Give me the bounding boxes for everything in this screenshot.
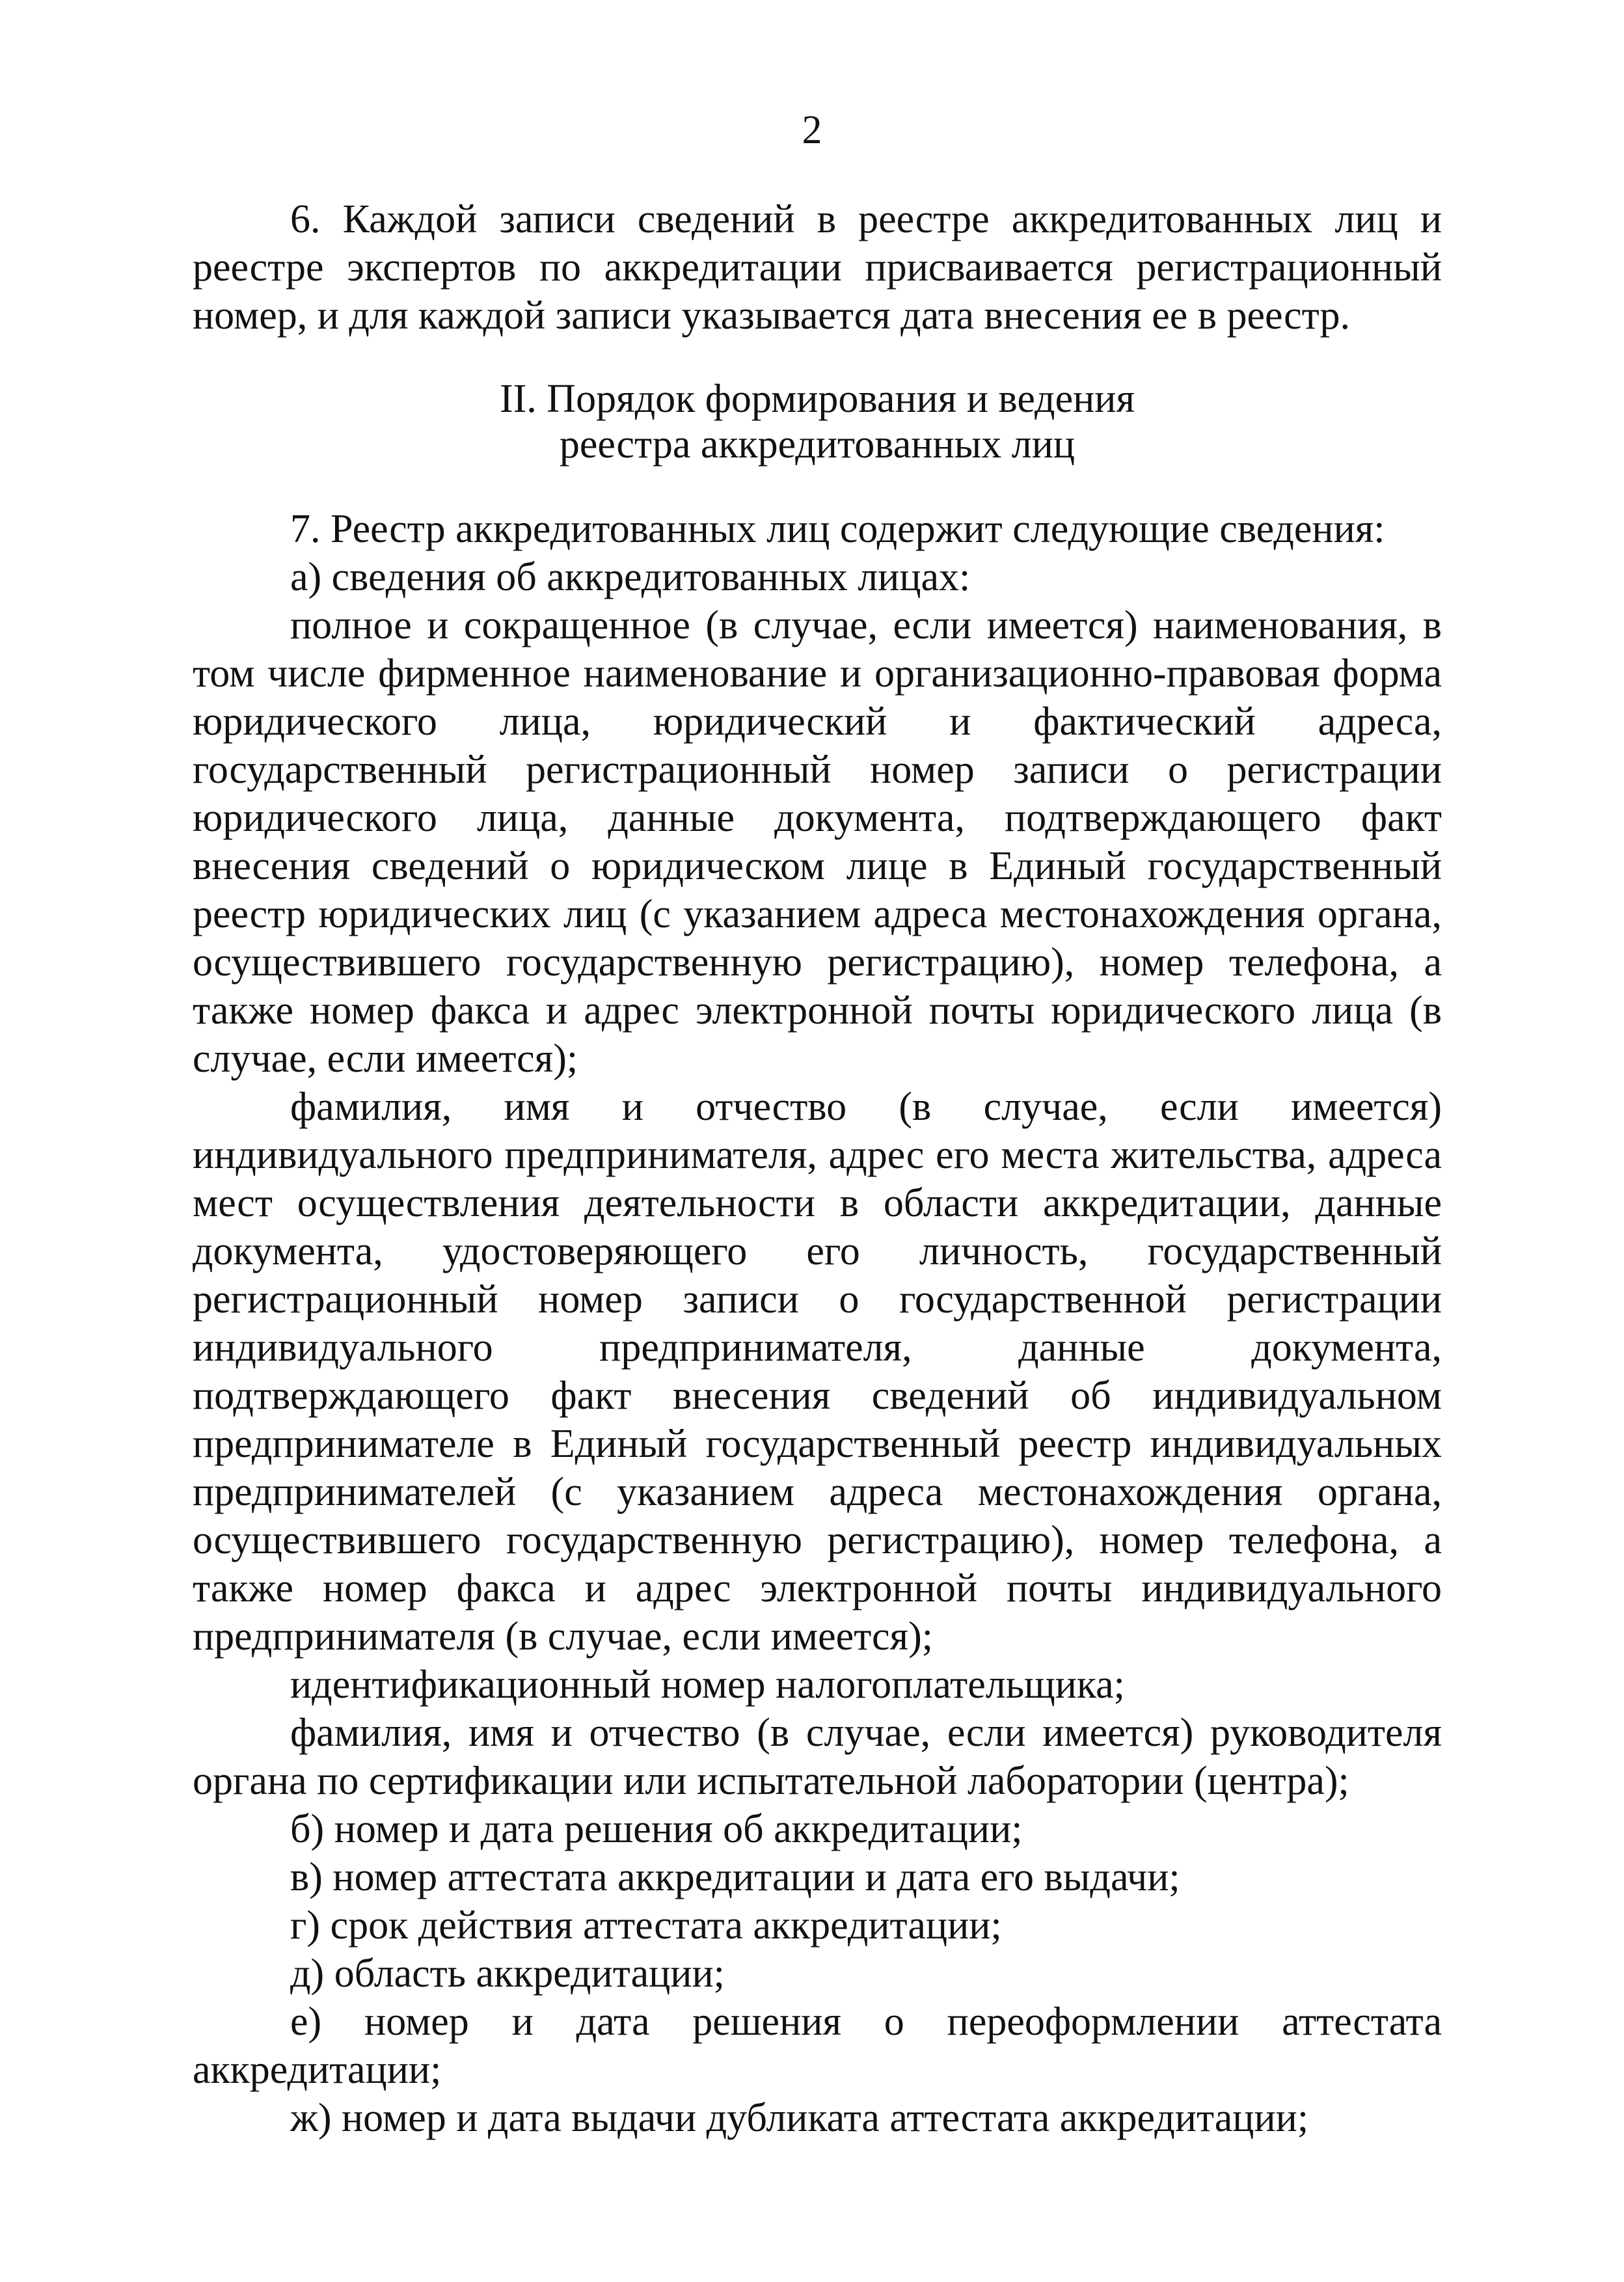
list-item-a: а) сведения об аккредитованных лицах:: [290, 555, 971, 599]
document-body: [193, 195, 1442, 2142]
paragraph-7: 7. Реестр аккредитованных лиц содержит следующие сведения:: [290, 507, 1385, 551]
paragraph-taxpayer-id: идентификационный номер налогоплательщика;: [290, 1663, 1125, 1707]
page-number: 2: [802, 108, 822, 152]
list-item-v: в) номер аттестата аккредитации и дата его выдачи;: [290, 1855, 1180, 1899]
paragraph-legal-entity-info: полное и сокращенное (в случае, если имеется) наименования, в том числе фирменное наименование и организационно-правовая форма юридического лица, юридический и фактический адреса, государственный регистрационный номер записи о регистрации юридического лица, данные документа, подтверждающего факт внесения сведений о юридическом лице в Единый государственный реестр юридических лиц (с указанием адреса местонахождения органа, осуществившего государственную регистрацию), номер телефона, а также номер факса и адрес электронной почты юридического лица (в случае, если имеется);: [193, 603, 1442, 1081]
paragraph-6: 6. Каждой записи сведений в реестре аккредитованных лиц и реестре экспертов по аккредитации присваивается регистрационный номер, и для каждой записи указывается дата внесения ее в реестр.: [193, 197, 1442, 338]
list-item-b: б) номер и дата решения об аккредитации;: [290, 1807, 1023, 1851]
paragraph-head-name: фамилия, имя и отчество (в случае, если имеется) руководителя органа по сертификации или испытательной лаборатории (центра);: [193, 1711, 1442, 1803]
list-item-e: е) номер и дата решения о переоформлении аттестата аккредитации;: [193, 2000, 1442, 2092]
list-item-d: д) область аккредитации;: [290, 1951, 725, 1996]
section-heading: [193, 376, 1442, 467]
list-item-zh: ж) номер и дата выдачи дубликата аттестата аккредитации;: [290, 2096, 1309, 2140]
section-heading-line-1: II. Порядок формирования и ведения: [500, 377, 1135, 421]
list-item-g: г) срок действия аттестата аккредитации;: [290, 1903, 1002, 1948]
paragraph-entrepreneur-info: фамилия, имя и отчество (в случае, если имеется) индивидуального предпринимателя, адрес его места жительства, адреса мест осуществления деятельности в области аккредитации, данные документа, удостоверяющего его личность, государственный регистрационный номер записи о государственной регистрации индивидуального предпринимателя, данные документа, подтверждающего факт внесения сведений об индивидуальном предпринимателе в Единый государственный реестр индивидуальных предпринимателей (с указанием адреса местонахождения органа, осуществившего государственную регистрацию), номер телефона, а также номер факса и адрес электронной почты индивидуального предпринимателя (в случае, если имеется);: [193, 1085, 1442, 1659]
section-heading-line-2: реестра аккредитованных лиц: [559, 422, 1076, 467]
